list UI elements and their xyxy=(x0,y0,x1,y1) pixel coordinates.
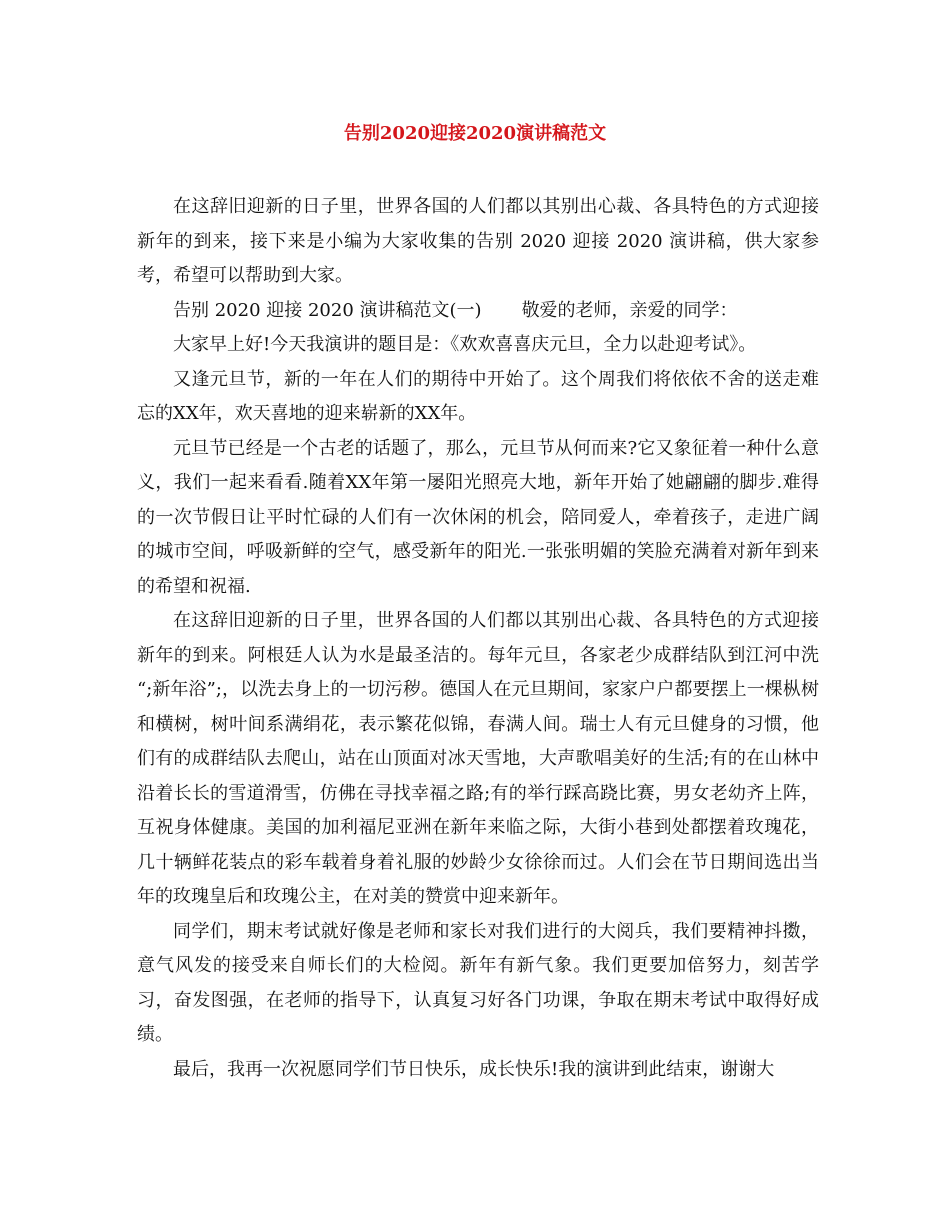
paragraph-exams: 同学们，期末考试就好像是老师和家长对我们进行的大阅兵，我们要精神抖擞，意气风发的接受来自师长们的大检阅。新年有新气象。我们更要加倍努力，刻苦学习，奋发图强，在老师的指导下，认真复习好各门功课，争取在期末考试中取得好成绩。 xyxy=(137,920,819,1045)
paragraph-intro: 在这辞旧迎新的日子里，世界各国的人们都以其别出心裁、各具特色的方式迎接新年的到来，接下来是小编为大家收集的告别 2020 迎接 2020 演讲稿，供大家参考，希望可以帮助到大家。 xyxy=(137,196,819,286)
paragraph-opening: 大家早上好!今天我演讲的题目是：《欢欢喜喜庆元旦，全力以赴迎考试》。 xyxy=(173,334,757,355)
paragraph-closing: 最后，我再一次祝愿同学们节日快乐，成长快乐!我的演讲到此结束，谢谢大 xyxy=(173,1058,775,1080)
speech-greeting: 敬爱的老师，亲爱的同学： xyxy=(521,299,738,321)
speech-heading: 告别 2020 迎接 2020 演讲稿范文(一) xyxy=(173,299,482,321)
paragraph-new-year: 又逢元旦节，新的一年在人们的期待中开始了。这个周我们将依依不舍的送走难忘的XX年，欢天喜地的迎来崭新的XX年。 xyxy=(137,368,819,424)
paragraph-speech-heading xyxy=(137,294,819,329)
document-title: 告别2020迎接2020演讲稿范文 xyxy=(343,123,607,144)
document-body xyxy=(137,190,819,1087)
paragraph-origin: 元旦节已经是一个古老的话题了，那么，元旦节从何而来?它又象征着一种什么意义，我们一起来看看.随着XX年第一屡阳光照亮大地，新年开始了她翩翩的脚步.难得的一次节假日让平时忙碌的人们有一次休闲的机会，陪同爱人，牵着孩子，走进广阔的城市空间，呼吸新鲜的空气，感受新年的阳光.一张张明媚的笑脸充满着对新年到来的希望和祝福. xyxy=(137,437,819,597)
paragraph-customs: 在这辞旧迎新的日子里，世界各国的人们都以其别出心裁、各具特色的方式迎接新年的到来。阿根廷人认为水是最圣洁的。每年元旦，各家老少成群结队到江河中洗 “;新年浴”;，以洗去身上的一切污秽。德国人在元旦期间，家家户户都要摆上一棵枞树和横树，树叶间系满绢花，表示繁花似锦，春满人间。瑞士人有元旦健身的习惯，他们有的成群结队去爬山，站在山顶面对冰天雪地，大声歌唱美好的生活;有的在山林中沿着长长的雪道滑雪，仿佛在寻找幸福之路;有的举行踩高跷比赛，男女老幼齐上阵，互祝身体健康。美国的加利福尼亚洲在新年来临之际，大街小巷到处都摆着玫瑰花，几十辆鲜花装点的彩车载着身着礼服的妙龄少女徐徐而过。人们会在节日期间选出当年的玫瑰皇后和玫瑰公主，在对美的赞赏中迎来新年。 xyxy=(137,610,819,907)
